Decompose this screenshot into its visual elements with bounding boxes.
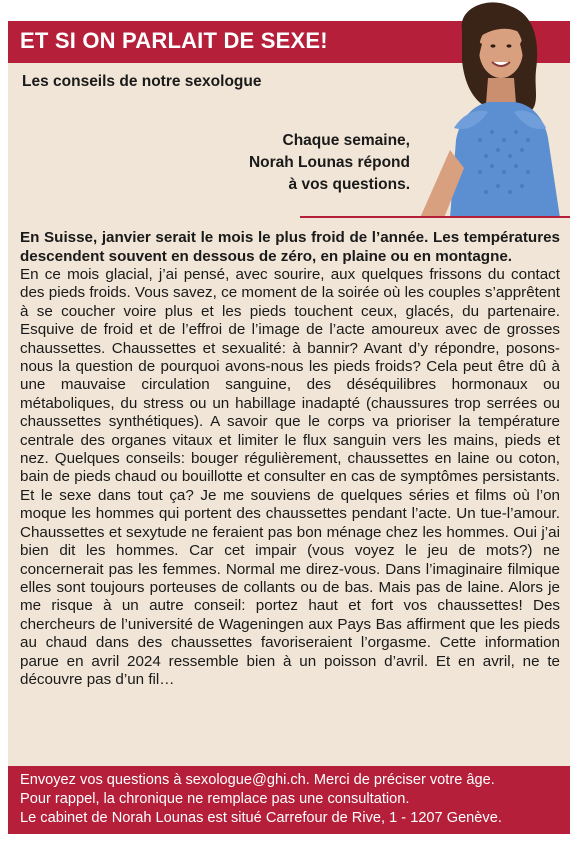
person-portrait-icon <box>410 0 570 218</box>
intro-line: Norah Lounas répond <box>248 154 410 171</box>
intro-line: Chaque semaine, <box>282 132 410 149</box>
footer-line: Envoyez vos questions à sexologue@ghi.ch. Merci de préciser votre âge. <box>20 772 495 788</box>
footer-line: Pour rappel, la chronique ne remplace pas une consultation. <box>20 791 410 807</box>
article-body: En ce mois glacial, j’ai pensé, avec sourire, aux quelques frissons du contact des pieds froids. Vous savez, ce moment de la soirée où les couples s’apprêtent à se coucher voire plus et les pieds touchent ceux, glacés, du partenaire. Esquive de froid et de l’effroi de l’image de l’acte amoureux avec de grosses chaussettes. Chaussettes et sexualité: à bannir? Avant d’y répondre, posons-nous la question de pourquoi avons-nous les pieds froids? Cela peut être dû à une mauvaise circulation sanguine, des déséquilibres hormonaux ou métaboliques, du stress ou un habillage inadapté (chaussures trop serrées ou chaussettes synthétiques). A savoir que le corps va prioriser la température centrale des organes vitaux et limiter le flux sanguin vers les mains, pieds et nez. Quelques conseils: bouger régulièrement, chaussettes en laine ou coton, bain de pieds chaud ou bouillotte et consulter en cas de symptômes persistants. Et le sexe dans tout ça? Je me souviens de quelques séries et films où l’on moque les hommes qui portent des chaussettes pendant l’acte. Un tue-l’amour. Chaussettes et sexytude ne feraient pas bon ménage chez les hommes. Oui j’ai bien dit les hommes. Car cet impair (vous voyez le jeu de mots?) ne concernerait pas les femmes. Normal me direz-vous. Dans l’imaginaire filmique elles sont toujours porteuses de collants ou de bas. Mais pas de laine. Alors je me risque à un autre conseil: portez haut et fort vos chaussettes! Des chercheurs de l’université de Wageningen aux Pays Bas affirment que les pieds au chaud dans des chaussettes favoriseraient l’orgasme. Cette information parue en avril 2024 ressemble bien à un poisson d’avril. Et en avril, ne te découvre pas d’un fil… <box>20 266 560 688</box>
divider <box>300 216 570 218</box>
intro-line: à vos questions. <box>288 176 410 193</box>
footer-line: Le cabinet de Norah Lounas est situé Carrefour de Rive, 1 - 1207 Genève. <box>20 810 502 826</box>
column-subtitle: Les conseils de notre sexologue <box>22 73 262 90</box>
intro-text <box>249 130 410 196</box>
article-lead: En Suisse, janvier serait le mois le plus froid de l’année. Les températures descendent souvent en dessous de zéro, en plaine ou en montagne. <box>20 229 560 265</box>
column-title: ET SI ON PARLAIT DE SEXE! <box>20 28 328 53</box>
footer-text <box>20 771 560 828</box>
